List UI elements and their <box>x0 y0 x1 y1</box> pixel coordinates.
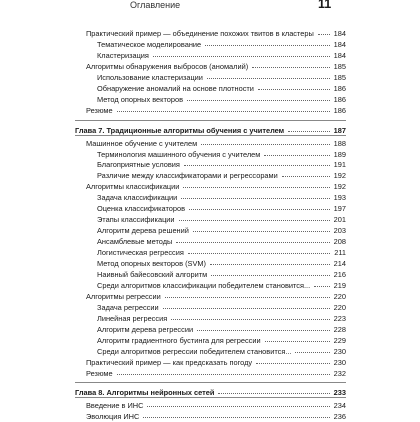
toc-entry <box>86 357 346 367</box>
toc-entry-title: Алгоритм дерева решений <box>97 226 189 236</box>
toc-entry-page: 230 <box>333 357 346 367</box>
chapter-divider <box>75 382 346 383</box>
toc-entry-title: Эволюция ИНС <box>86 412 140 422</box>
toc-entry-title: Алгоритмы обнаружения выбросов (аномалий) <box>86 61 249 71</box>
toc-entry <box>97 159 346 169</box>
toc-chapter-entry <box>75 387 346 397</box>
dot-leader <box>117 104 330 112</box>
page-number: 11 <box>318 0 332 11</box>
dot-leader <box>258 82 330 90</box>
toc-entry-page: 187 <box>333 125 346 135</box>
toc-entry-title: Среди алгоритмов регрессии победителем становится... <box>97 346 292 356</box>
toc-entry <box>86 138 346 148</box>
toc-entry-page: 192 <box>333 182 346 192</box>
dot-leader <box>318 27 330 35</box>
toc-entry-title: Резюме <box>86 368 113 378</box>
dot-leader <box>193 224 330 232</box>
toc-entry <box>86 61 346 71</box>
toc-entry-page: 197 <box>333 204 346 214</box>
chapter-divider <box>75 135 346 136</box>
toc-entry-page: 203 <box>333 226 346 236</box>
toc-entry-title: Машинное обучение с учителем <box>86 138 198 148</box>
dot-leader <box>176 235 330 243</box>
toc-entry <box>97 313 346 323</box>
toc-entry-title: Терминология машинного обучения с учителем <box>97 149 261 159</box>
toc-entry <box>97 83 346 93</box>
toc-entry <box>97 269 346 279</box>
dot-leader <box>165 290 330 298</box>
dot-leader <box>183 180 330 188</box>
toc-entry-title: Практический пример — как предсказать погоду <box>86 357 253 367</box>
dot-leader <box>147 399 330 407</box>
toc-entry <box>86 28 346 38</box>
toc-entry-page: 191 <box>333 160 346 170</box>
dot-leader <box>179 213 330 221</box>
dot-leader <box>187 93 330 101</box>
toc-entry-title: Тематическое моделирование <box>97 39 202 49</box>
toc-entry-title: Использование кластеризации <box>97 72 203 82</box>
toc-entry <box>97 50 346 60</box>
chapter-divider <box>75 120 346 121</box>
toc-entry-page: 184 <box>333 50 346 60</box>
toc-entry-title: Этапы классификации <box>97 215 175 225</box>
toc-entry-title: Глава 8. Алгоритмы нейронных сетей <box>75 388 215 398</box>
toc-entry-page: 208 <box>333 237 346 247</box>
toc-entry <box>97 170 346 180</box>
toc-entry-title: Алгоритмы регрессии <box>86 291 161 301</box>
dot-leader <box>181 191 330 199</box>
toc-entry-page: 216 <box>333 269 346 279</box>
toc-entry-title: Наивный байесовский алгоритм <box>97 269 208 279</box>
toc-entry <box>97 302 346 312</box>
toc-entry <box>97 324 346 334</box>
toc-entry <box>97 225 346 235</box>
dot-leader <box>211 268 330 276</box>
toc-entry <box>97 203 346 213</box>
running-head <box>0 0 420 14</box>
dot-leader <box>264 148 330 156</box>
dot-leader <box>117 367 330 375</box>
running-head-title: Оглавление <box>130 0 181 10</box>
dot-leader <box>205 38 330 46</box>
toc-entry-title: Метод опорных векторов <box>97 94 184 104</box>
toc-entry <box>97 214 346 224</box>
toc-entry-title: Логистическая регрессия <box>97 248 184 258</box>
toc-entry-title: Задача классификации <box>97 193 178 203</box>
toc-entry-title: Глава 7. Традиционные алгоритмы обучения с учителем <box>75 125 285 135</box>
toc-entry <box>97 346 346 356</box>
dot-leader <box>207 71 330 79</box>
toc-entry <box>97 258 346 268</box>
dot-leader <box>314 279 330 287</box>
toc-entry-page: 184 <box>333 39 346 49</box>
dot-leader <box>295 345 330 353</box>
toc-entry-page: 230 <box>333 346 346 356</box>
toc-entry-title: Задача регрессии <box>97 302 159 312</box>
dot-leader <box>197 323 330 331</box>
dot-leader <box>210 257 330 265</box>
toc-entry <box>97 247 346 257</box>
toc-entry-page: 232 <box>333 368 346 378</box>
toc-entry-page: 234 <box>333 401 346 411</box>
toc-entry-page: 185 <box>333 72 346 82</box>
toc-entry-page: 189 <box>333 149 346 159</box>
dot-leader <box>188 246 330 254</box>
toc-entry-page: 229 <box>333 335 346 345</box>
toc-chapter-entry <box>75 125 346 135</box>
toc-entry-page: 214 <box>333 259 346 268</box>
toc-entry-page: 192 <box>333 171 346 181</box>
toc-entry-title: Линейная регрессия <box>97 313 168 323</box>
chapter-divider <box>75 397 346 398</box>
toc-entry-page: 211 <box>334 248 346 258</box>
toc-entry <box>97 192 346 202</box>
toc-entry-page: 220 <box>333 302 346 312</box>
dot-leader <box>184 158 330 166</box>
toc-entry-title: Введение в ИНС <box>86 401 144 411</box>
toc-entry-page: 228 <box>333 324 346 334</box>
toc-entry <box>97 94 346 104</box>
dot-leader <box>171 312 330 320</box>
toc-entry-title: Метод опорных векторов (SVM) <box>97 259 207 268</box>
toc-entry-page: 184 <box>333 29 346 38</box>
toc-entry-title: Ансамблевые методы <box>97 237 173 247</box>
toc-entry-page: 185 <box>333 61 346 71</box>
toc-entry-page: 236 <box>333 412 346 422</box>
toc-entry-title: Алгоритм градиентного бустинга для регрессии <box>97 335 261 345</box>
toc-entry <box>97 72 346 82</box>
toc-entry-page: 188 <box>333 138 346 148</box>
toc-entry-title: Обнаружение аномалий на основе плотности <box>97 83 254 93</box>
toc-entry-title: Среди алгоритмов классификации победителем становится... <box>97 280 311 290</box>
dot-leader <box>256 356 330 364</box>
dot-leader <box>252 60 330 68</box>
dot-leader <box>189 202 330 210</box>
toc-entry <box>97 149 346 159</box>
toc-entry-page: 219 <box>333 280 346 290</box>
toc-entry-title: Оценка классификаторов <box>97 204 186 214</box>
toc-entry-title: Благоприятные условия <box>97 160 180 170</box>
toc-entry-page: 193 <box>333 193 346 203</box>
dot-leader <box>265 334 330 342</box>
toc-entry <box>97 335 346 345</box>
toc-entry-title: Кластеризация <box>97 50 149 60</box>
dot-leader <box>201 137 330 145</box>
toc-entry <box>97 280 346 290</box>
toc-entry <box>97 236 346 246</box>
toc-entry-title: Практический пример — объединение похожих твитов в кластеры <box>86 29 314 38</box>
dot-leader <box>153 49 330 57</box>
toc-entry <box>86 181 346 191</box>
toc-entry <box>97 39 346 49</box>
toc-entry-page: 201 <box>333 215 346 225</box>
toc-entry-page: 186 <box>333 105 346 115</box>
toc-entry-page: 186 <box>333 94 346 104</box>
dot-leader <box>143 410 330 418</box>
dot-leader <box>218 386 330 394</box>
toc-entry-title: Резюме <box>86 105 113 115</box>
toc-entry-title: Различие между классификаторами и регрессорами <box>97 171 278 181</box>
toc-entry-page: 233 <box>333 388 346 398</box>
dot-leader <box>288 124 330 132</box>
dot-leader <box>282 169 330 177</box>
toc-entry <box>86 400 346 410</box>
toc-entry <box>86 368 346 378</box>
toc-entry-page: 186 <box>333 83 346 93</box>
toc-entry-title: Алгоритмы классификации <box>86 182 180 192</box>
toc-entry-page: 223 <box>333 313 346 323</box>
toc-entry <box>86 291 346 301</box>
toc-entry-title: Алгоритм дерева регрессии <box>97 324 194 334</box>
toc-entry <box>86 105 346 115</box>
dot-leader <box>163 301 330 309</box>
toc-entry-page: 220 <box>333 291 346 301</box>
